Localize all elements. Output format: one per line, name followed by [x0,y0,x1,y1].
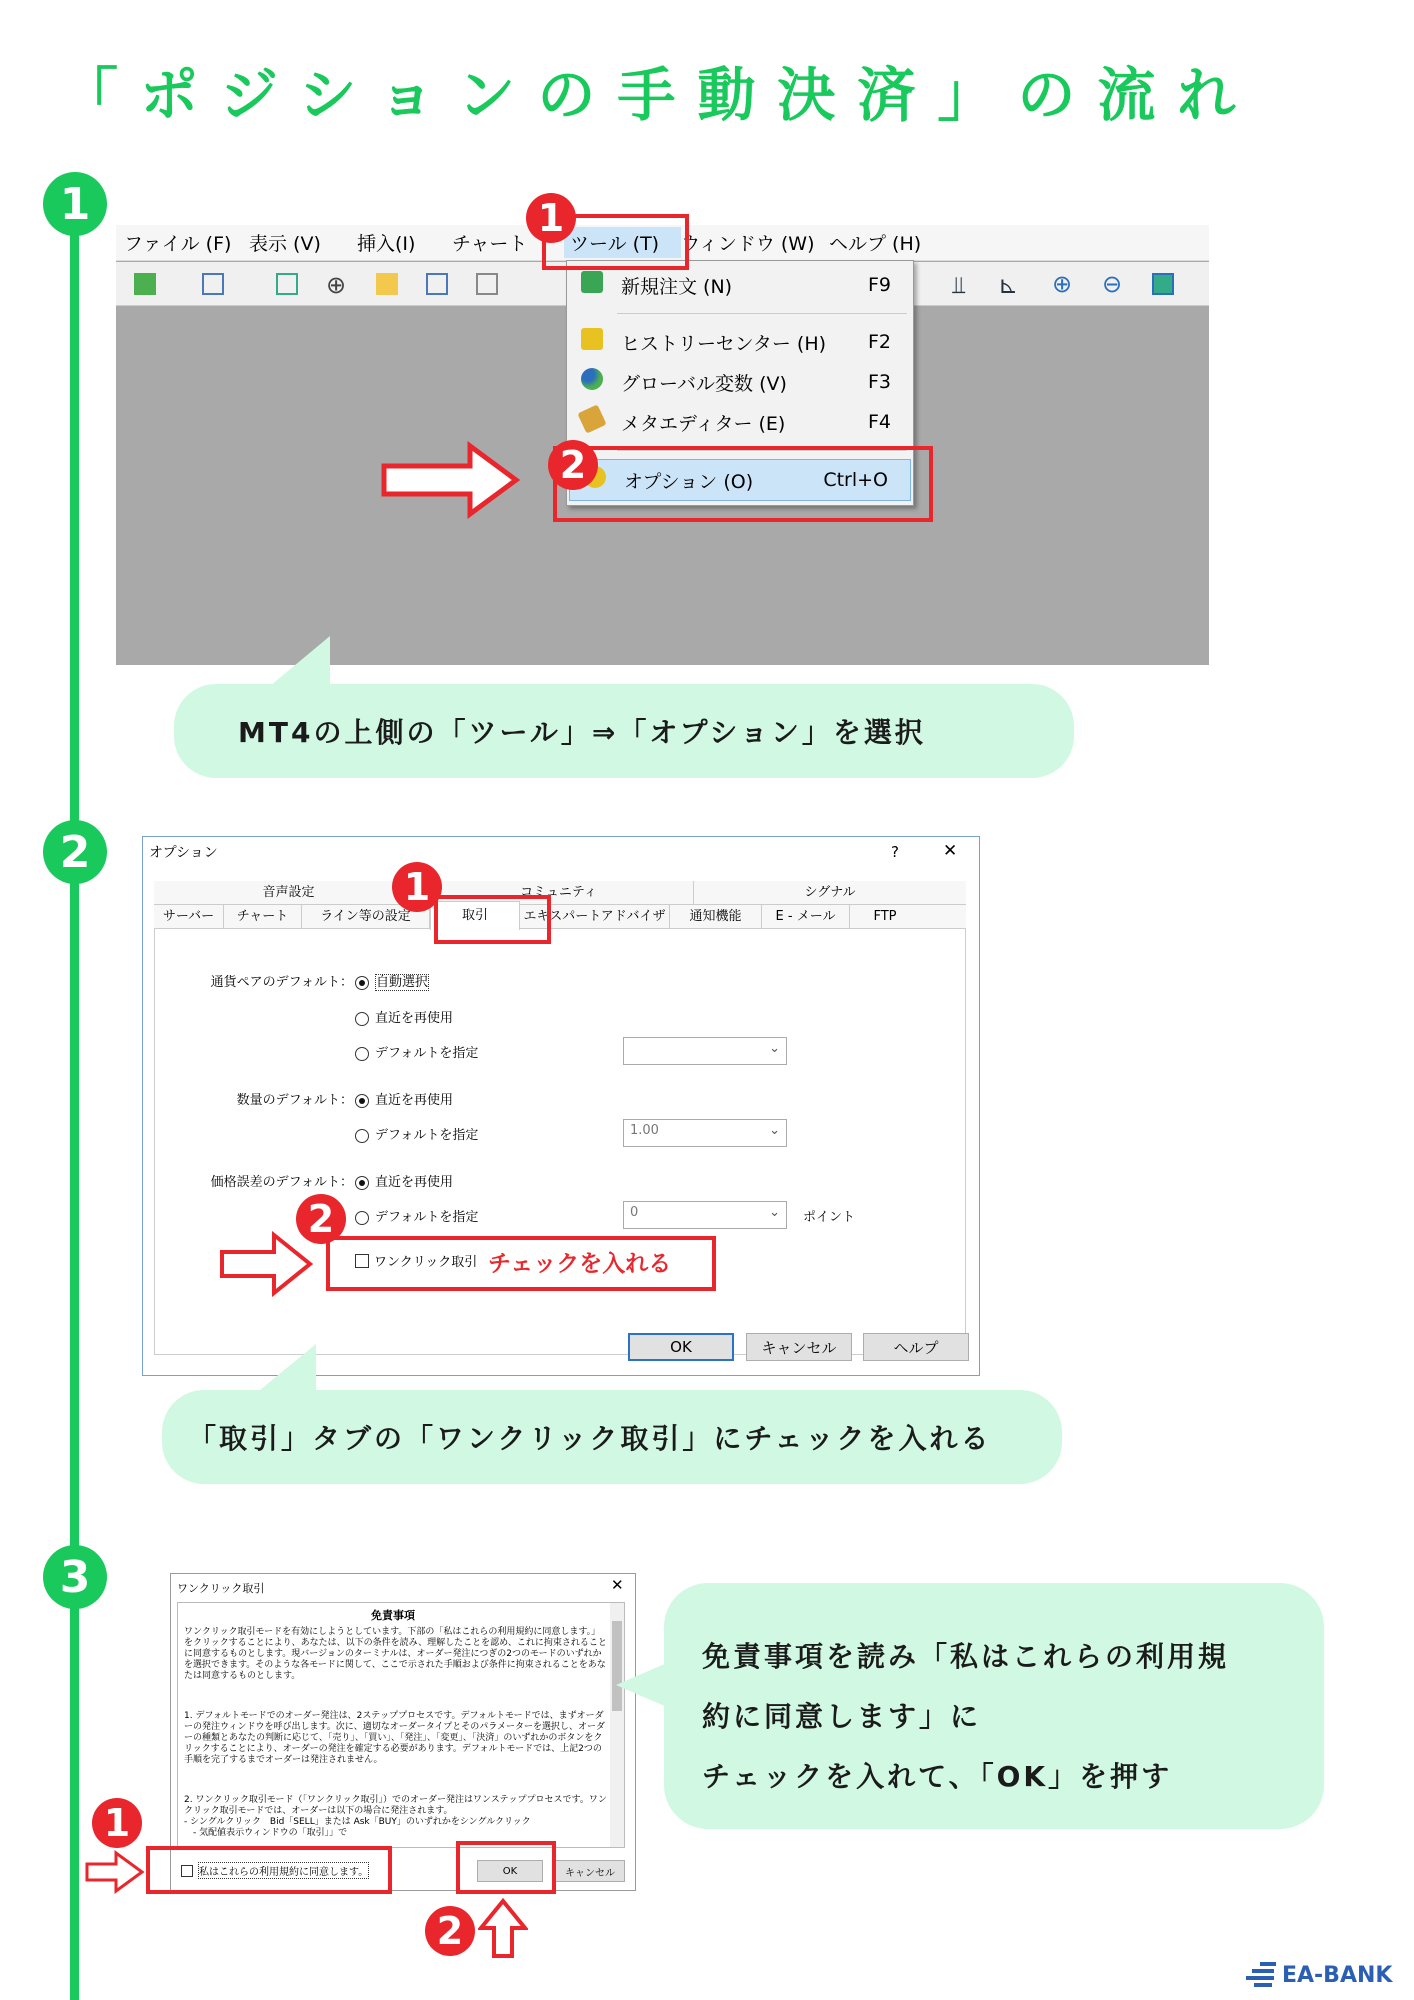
radio-volume-specify[interactable] [355,1124,478,1143]
currency-select[interactable] [623,1037,787,1065]
tab-expert-advisors[interactable]: エキスパートアドバイザ [520,905,670,929]
tab-row-top [154,881,966,905]
tab-email[interactable]: E - メール [762,905,850,929]
menu-item-shortcut: Ctrl+O [823,469,888,491]
step-number-1: 1 [43,172,107,236]
menu-item-metaeditor[interactable] [567,402,913,442]
radio-specify-default[interactable] [355,1042,478,1061]
terminal-icon[interactable] [426,273,448,295]
menu-file[interactable]: ファイル (F) [124,233,232,255]
step-number-3: 3 [43,1545,107,1609]
tab-notifications[interactable]: 通知機能 [670,905,762,929]
tab-objects[interactable]: ライン等の設定 [302,905,430,929]
bubble-tail [260,1344,316,1390]
highlight-ok-button [456,1841,556,1894]
step1-caption: MT4の上側の「ツール」⇒「オプション」を選択 [174,684,1074,778]
profiles-icon[interactable] [202,273,224,295]
disclaimer-paragraph-1: ワンクリック取引モードを有効にしようとしています。下部の「私はこれらの利用規約に同意します。」をクリックすることにより、あなたは、以下の条件を読み、理解したことを認め、これに拘束されることに同意するものとします。現バージョンのターミナルは、オーダー発注につぎの2つのモードのいずれかを選択できます。そのような各モードに関して、ここで示された手順および条件に拘束されることをあなたは同意するものとします。 [184,1627,607,1681]
volume-default-label: 数量のデフォルト： [236,1093,353,1108]
tester-icon[interactable] [476,273,498,295]
radio-label: デフォルトを指定 [375,1210,479,1225]
menu-item-label: メタエディター (E) [621,413,786,435]
dialog-titlebar [143,837,979,867]
oneclick-disclaimer-dialog [170,1573,636,1891]
radio-label: 自動選択 [376,975,429,990]
line-chart-icon[interactable]: ⊾ [998,271,1019,299]
red-arrow-right-icon [380,440,525,520]
zoom-out-icon[interactable]: ⊖ [1102,270,1123,298]
chevron-down-icon: ⌄ [769,1205,780,1220]
menu-window[interactable]: ウィンドウ (W) [681,233,815,255]
volume-select[interactable] [623,1119,787,1147]
menu-item-history-center[interactable] [567,322,913,362]
menu-help[interactable]: ヘルプ (H) [829,233,922,255]
tab-server[interactable]: サーバー [154,905,224,929]
step3-caption-line: 免責事項を読み「私はこれらの利用規 [702,1640,1230,1673]
menu-item-label: グローバル変数 (V) [621,373,787,395]
bar-chart-icon[interactable]: ⫫ [952,271,966,299]
step-number-2: 2 [43,820,107,884]
checkbox-label: ワンクリック取引 [374,1255,478,1270]
tab-row-bottom [154,905,966,929]
timeline-line [70,200,79,2000]
radio-dot [355,1129,369,1143]
currency-default-label: 通貨ペアのデフォルト： [210,975,353,990]
radio-dot [355,1211,369,1225]
ea-bank-logo [1246,1960,1392,1990]
slippage-select[interactable] [623,1201,787,1229]
close-icon[interactable]: ✕ [943,841,958,861]
radio-dot [355,1012,369,1026]
menu-item-global-variables[interactable] [567,362,913,402]
radio-dot [355,1047,369,1061]
menu-item-label: ヒストリーセンター (H) [621,333,827,355]
radio-label: デフォルトを指定 [375,1046,479,1061]
radio-reuse-last[interactable] [355,1007,453,1026]
step3-caption-line: 約に同意します」に [702,1700,982,1733]
scrollbar[interactable] [610,1603,624,1847]
highlight-options-item [553,446,933,522]
tab-sound[interactable]: 音声設定 [154,881,424,905]
logo-text: EA-BANK [1282,1962,1393,1988]
highlight-agree-checkbox [146,1846,392,1894]
tab-trade[interactable]: 取引 [430,901,520,930]
menu-insert[interactable]: 挿入(I) [357,233,416,255]
red-arrow-right-icon [84,1850,146,1894]
tab-chart[interactable]: チャート [224,905,302,929]
marker-2: 2 [296,1194,346,1244]
disclaimer-paragraph-3: 2. ワンクリック取引モード（「ワンクリック取引」）でのオーダー発注はワンステッププロセスです。ワンクリック取引モードでは、オーダーは以下の場合に発注されます。 - シングルクリック Bid「SELL」または Ask「BUY」のいずれかをシングルクリック - 気配値表示ウィンドウの「取引」」で [184,1795,607,1838]
close-icon[interactable]: ✕ [611,1576,624,1594]
ok-button[interactable]: OK [628,1333,734,1361]
tab-community[interactable]: コミュニティ [424,881,694,905]
menu-item-label: 新規注文 (N) [621,276,733,298]
check-instruction: チェックを入れる [488,1251,672,1277]
chevron-down-icon: ⌄ [769,1041,780,1056]
help-icon[interactable]: ? [891,843,899,861]
slippage-unit: ポイント [803,1210,856,1225]
global-variables-icon [581,368,603,390]
cancel-button[interactable]: キャンセル [555,1860,625,1882]
metaeditor-icon [577,404,606,433]
radio-slippage-specify[interactable] [355,1206,478,1225]
help-button[interactable]: ヘルプ [863,1333,969,1361]
marker-2: 2 [425,1906,475,1956]
market-watch-icon[interactable] [276,273,298,295]
radio-label: デフォルトを指定 [375,1128,479,1143]
menu-item-shortcut: F4 [867,411,891,433]
marker-1: 1 [526,193,576,243]
tile-windows-icon[interactable] [1152,273,1174,295]
dialog-title: ワンクリック取引 [177,1582,265,1595]
menu-view[interactable]: 表示 (V) [249,233,321,255]
ok-button[interactable]: OK [477,1860,543,1882]
new-chart-icon[interactable] [134,273,156,295]
step3-caption-line: チェックを入れて、「OK」を押す [702,1760,1173,1793]
slippage-default-label: 価格誤差のデフォルト： [210,1175,353,1190]
radio-volume-reuse[interactable] [355,1089,453,1108]
menu-item-shortcut: F9 [867,274,891,296]
page-title: 「ポジションの手動決済」の流れ [60,61,1258,129]
select-value: 0 [630,1205,639,1220]
red-arrow-up-icon [478,1898,528,1960]
chevron-down-icon: ⌄ [769,1123,780,1138]
disclaimer-paragraph-2: 1. デフォルトモードでのオーダー発注は、2ステッププロセスです。デフォルトモードでは、まずオーダーの発注ウィンドウを呼び出します。次に、適切なオーダータイプとそのパラメーターを選択し、オーダーの種類とあなたの判断に応じて、「売り」、「買い」、「発注」、「変更」、「決済」のいずれかのボタンをクリックすることにより、オーダーの発注を確定する必要があります。デフォルトモードでは、上記2つの手順を完了するまでオーダーは発注されません。 [184,1711,606,1765]
step3-caption [664,1583,1324,1829]
menu-item-new-order[interactable] [567,265,913,305]
radio-slippage-reuse[interactable] [355,1171,453,1190]
menu-tools[interactable]: ツール (T) [564,227,681,258]
highlight-trade-tab [434,895,551,944]
menu-item-shortcut: F3 [867,371,891,393]
menu-item-label: オプション (O) [624,471,754,493]
tab-ftp[interactable]: FTP [873,909,897,924]
marker-1: 1 [392,862,442,912]
menu-chart[interactable]: チャート [452,233,528,255]
radio-auto-select[interactable] [355,971,429,990]
checkbox-label: 私はこれらの利用規約に同意します。 [198,1862,369,1879]
navigator-icon[interactable] [376,273,398,295]
history-icon [581,328,603,350]
marker-1: 1 [92,1798,142,1848]
disclaimer-heading: 免責事項 [371,1609,415,1622]
menu-item-shortcut: F2 [867,331,891,353]
select-value: 1.00 [630,1123,659,1138]
marker-2: 2 [548,440,598,490]
step2-caption: 「取引」タブの「ワンクリック取引」にチェックを入れる [162,1390,1062,1484]
radio-label: 直近を再使用 [375,1175,454,1190]
red-arrow-right-icon [218,1230,318,1298]
mt4-screenshot [116,225,1209,665]
radio-label: 直近を再使用 [375,1011,454,1026]
tab-signal[interactable]: シグナル [804,885,856,900]
zoom-in-icon[interactable]: ⊕ [1052,270,1073,298]
radio-dot [355,1176,369,1190]
radio-dot [355,976,369,990]
menu-divider [617,313,907,314]
dialog-title: オプション [149,845,218,861]
disclaimer-text-area[interactable] [177,1602,625,1848]
ea-bank-logo-icon [1246,1960,1276,1990]
new-order-icon [581,271,603,293]
radio-label: 直近を再使用 [375,1093,454,1108]
cancel-button[interactable]: キャンセル [746,1333,852,1361]
bubble-tail [270,636,330,686]
crosshair-icon[interactable]: ⊕ [326,271,347,299]
radio-dot [355,1094,369,1108]
